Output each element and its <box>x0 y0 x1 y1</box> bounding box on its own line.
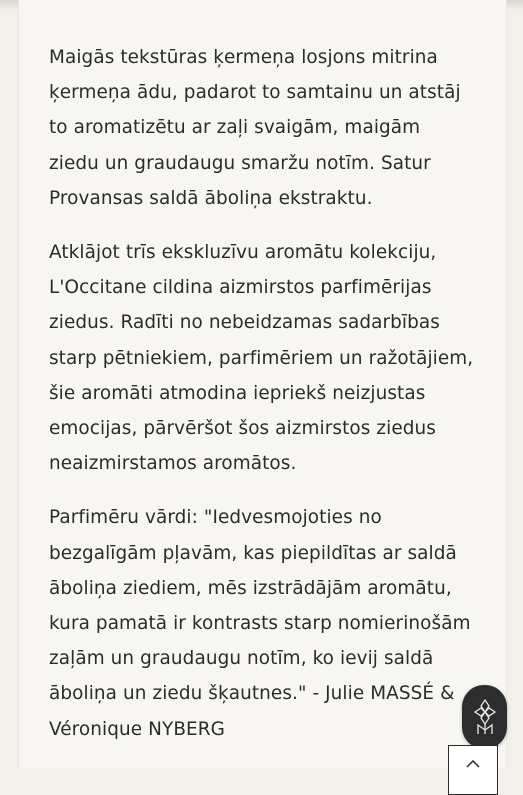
description-paragraph: Maigās tekstūras ķermeņa losjons mitrina ķermeņa ādu, padarot to samtainu un atstāj to aromatizētu ar zaļi svaigām, maigām ziedu un graudaugu smaržu notīm. Satur Provansas saldā āboliņa ekstraktu. <box>49 47 461 209</box>
scroll-to-top-button[interactable] <box>448 745 498 795</box>
description-paragraph: Atklājot trīs ekskluzīvu aromātu kolekciju, L'Occitane cildina aizmirstos parfimērijas ziedus. Radīti no nebeidzamas sadarbības starp pētniekiem, parfimēriem un ražotājiem, šie aromāti atmodina iepriekš neizjustas emocijas, pārvēršot šos aizmirstos ziedus neaizmirstamos aromātos. <box>49 242 474 475</box>
brand-floating-button[interactable] <box>462 685 507 749</box>
product-description <box>49 40 474 766</box>
description-paragraph: Parfimēru vārdi: "Iedvesmojoties no bezgalīgām pļavām, kas piepildītas ar saldā āboliņa ziediem, mēs izstrādājām aromātu, kura pamatā ir kontrasts starp nomierinošām zaļām un graudaugu notīm, ko ievij saldā āboliņa un ziedu šķautnes." - Julie MASSÉ & Véronique NYBERG <box>49 507 471 740</box>
chevron-up-icon <box>466 760 480 768</box>
brand-emblem-icon <box>472 697 498 737</box>
